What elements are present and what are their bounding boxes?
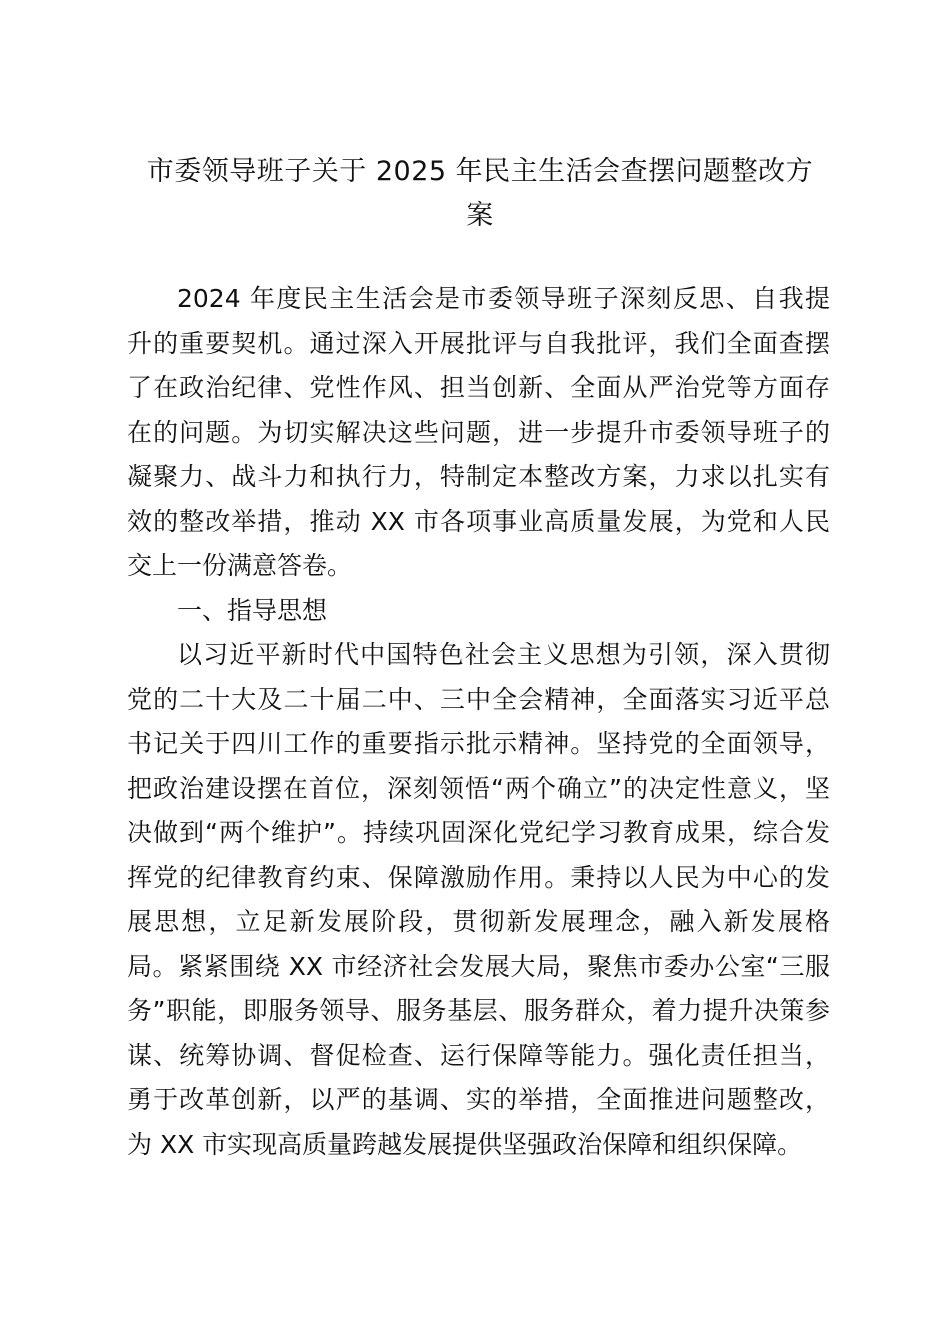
- paragraph-line: 勇于改革创新，以严的基调、实的举措，全面推进问题整改，: [127, 1085, 830, 1114]
- paragraph-line: 在的问题。为切实解决这些问题，进一步提升市委领导班子的: [127, 417, 830, 447]
- section-heading: [127, 589, 830, 634]
- guiding-thought-paragraph: [127, 633, 830, 1167]
- paragraph-line: 党的二十大及二十届二中、三中全会精神，全面落实习近平总: [127, 684, 830, 714]
- paragraph-line: 务”职能，即服务领导、服务基层、服务群众，着力提升决策参: [127, 996, 830, 1025]
- paragraph-line: 了在政治纪律、党性作风、担当创新、全面从严治党等方面存: [127, 373, 830, 402]
- paragraph-line: 书记关于四川工作的重要指示批示精神。坚持党的全面领导，: [127, 729, 830, 758]
- document-body: [127, 277, 830, 1167]
- section-heading-text: 一、指导思想: [177, 595, 328, 625]
- paragraph-line: 2024 年度民主生活会是市委领导班子深刻反思、自我提: [177, 284, 830, 313]
- paragraph-line: 决做到“两个维护”。持续巩固深化党纪学习教育成果，综合发: [127, 818, 830, 847]
- paragraph-line: 以习近平新时代中国特色社会主义思想为引领，深入贯彻: [177, 640, 830, 669]
- paragraph-line: 凝聚力、战斗力和执行力，特制定本整改方案，力求以扎实有: [127, 462, 830, 491]
- paragraph-line: 把政治建设摆在首位，深刻领悟“两个确立”的决定性意义，坚: [127, 773, 830, 803]
- paragraph-line: 效的整改举措，推动 XX 市各项事业高质量发展，为党和人民: [127, 506, 830, 536]
- paragraph-line: 为 XX 市实现高质量跨越发展提供坚强政治保障和组织保障。: [127, 1129, 803, 1159]
- document-title: [120, 150, 840, 238]
- intro-paragraph: [127, 277, 830, 589]
- paragraph-line: 谋、统筹协调、督促检查、运行保障等能力。强化责任担当，: [127, 1040, 830, 1070]
- title-line: 案: [466, 200, 494, 231]
- title-line: 市委领导班子关于 2025 年民主生活会查摆问题整改方: [146, 156, 814, 187]
- paragraph-line: 挥党的纪律教育约束、保障激励作用。秉持以人民为中心的发: [127, 862, 830, 892]
- paragraph-line: 交上一份满意答卷。: [127, 551, 353, 580]
- paragraph-line: 升的重要契机。通过深入开展批评与自我批评，我们全面查摆: [127, 328, 830, 358]
- paragraph-line: 展思想，立足新发展阶段，贯彻新发展理念，融入新发展格: [127, 907, 830, 936]
- paragraph-line: 局。紧紧围绕 XX 市经济社会发展大局，聚焦市委办公室“三服: [127, 951, 830, 981]
